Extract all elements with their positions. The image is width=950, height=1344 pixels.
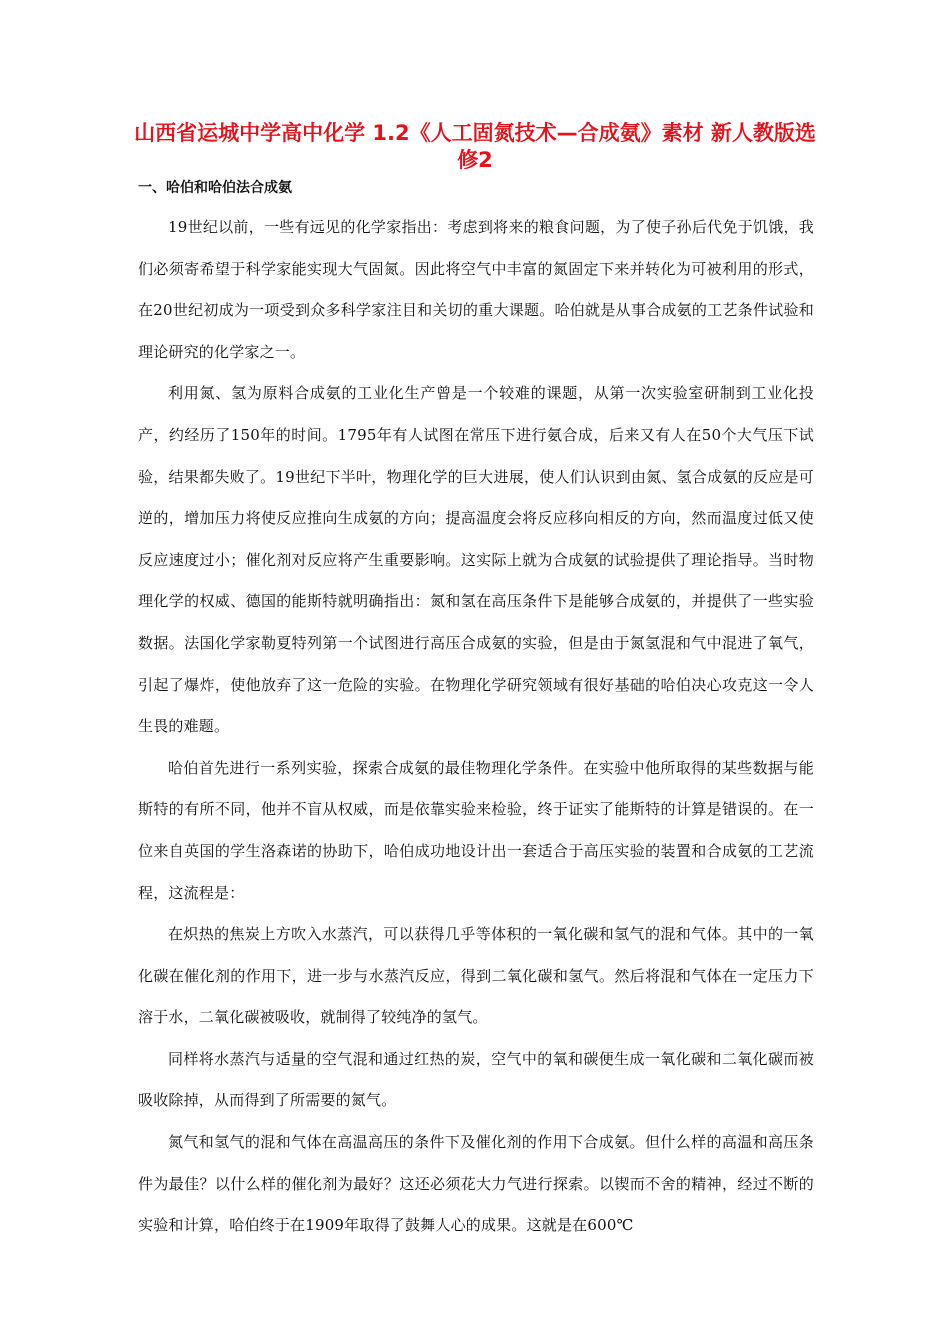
document-title: 山西省运城中学高中化学 1.2《人工固氮技术—合成氨》素材 新人教版选修2	[134, 121, 816, 172]
paragraph: 利用氮、氢为原料合成氨的工业化生产曾是一个较难的课题，从第一次实验室研制到工业化投产，约经历了150年的时间。1795年有人试图在常压下进行氨合成，后来又有人在50个大气压下试验，结果都失败了。19世纪下半叶，物理化学的巨大进展，使人们认识到由氮、氢合成氨的反应是可逆的，增加压力将使反应推向生成氨的方向；提高温度会将反应移向相反的方向，然而温度过低又使反应速度过小；催化剂对反应将产生重要影响。这实际上就为合成氨的试验提供了理论指导。当时物理化学的权威、德国的能斯特就明确指出：氮和氢在高压条件下是能够合成氨的，并提供了一些实验数据。法国化学家勒夏特列第一个试图进行高压合成氨的实验，但是由于氮氢混和气中混进了氧气，引起了爆炸，使他放弃了这一危险的实验。在物理化学研究领域有很好基础的哈伯决心攻克这一令人生畏的难题。	[138, 384, 814, 736]
paragraph: 同样将水蒸汽与适量的空气混和通过红热的炭，空气中的氧和碳便生成一氧化碳和二氧化碳而被吸收除掉，从而得到了所需要的氮气。	[138, 1049, 814, 1110]
paragraph: 哈伯首先进行一系列实验，探索合成氨的最佳物理化学条件。在实验中他所取得的某些数据与能斯特的有所不同，他并不盲从权威，而是依靠实验来检验，终于证实了能斯特的计算是错误的。在一位来自英国的学生洛森诺的协助下，哈伯成功地设计出一套适合于高压实验的装置和合成氨的工艺流程，这流程是：	[138, 758, 814, 902]
section-heading: 一、哈伯和哈伯法合成氨	[138, 180, 292, 196]
document-body	[138, 207, 814, 1247]
paragraph: 氮气和氢气的混和气体在高温高压的条件下及催化剂的作用下合成氨。但什么样的高温和高压条件为最佳？以什么样的催化剂为最好？这还必须花大力气进行探索。以锲而不舍的精神，经过不断的实验和计算，哈伯终于在1909年取得了鼓舞人心的成果。这就是在600℃	[138, 1133, 814, 1235]
paragraph: 19世纪以前，一些有远见的化学家指出：考虑到将来的粮食问题，为了使子孙后代免于饥饿，我们必须寄希望于科学家能实现大气固氮。因此将空气中丰富的氮固定下来并转化为可被利用的形式，在20世纪初成为一项受到众多科学家注目和关切的重大课题。哈伯就是从事合成氨的工艺条件试验和理论研究的化学家之一。	[138, 218, 814, 361]
paragraph: 在炽热的焦炭上方吹入水蒸汽，可以获得几乎等体积的一氧化碳和氢气的混和气体。其中的一氧化碳在催化剂的作用下，进一步与水蒸汽反应，得到二氧化碳和氢气。然后将混和气体在一定压力下溶于水，二氧化碳被吸收，就制得了较纯净的氢气。	[138, 925, 814, 1027]
